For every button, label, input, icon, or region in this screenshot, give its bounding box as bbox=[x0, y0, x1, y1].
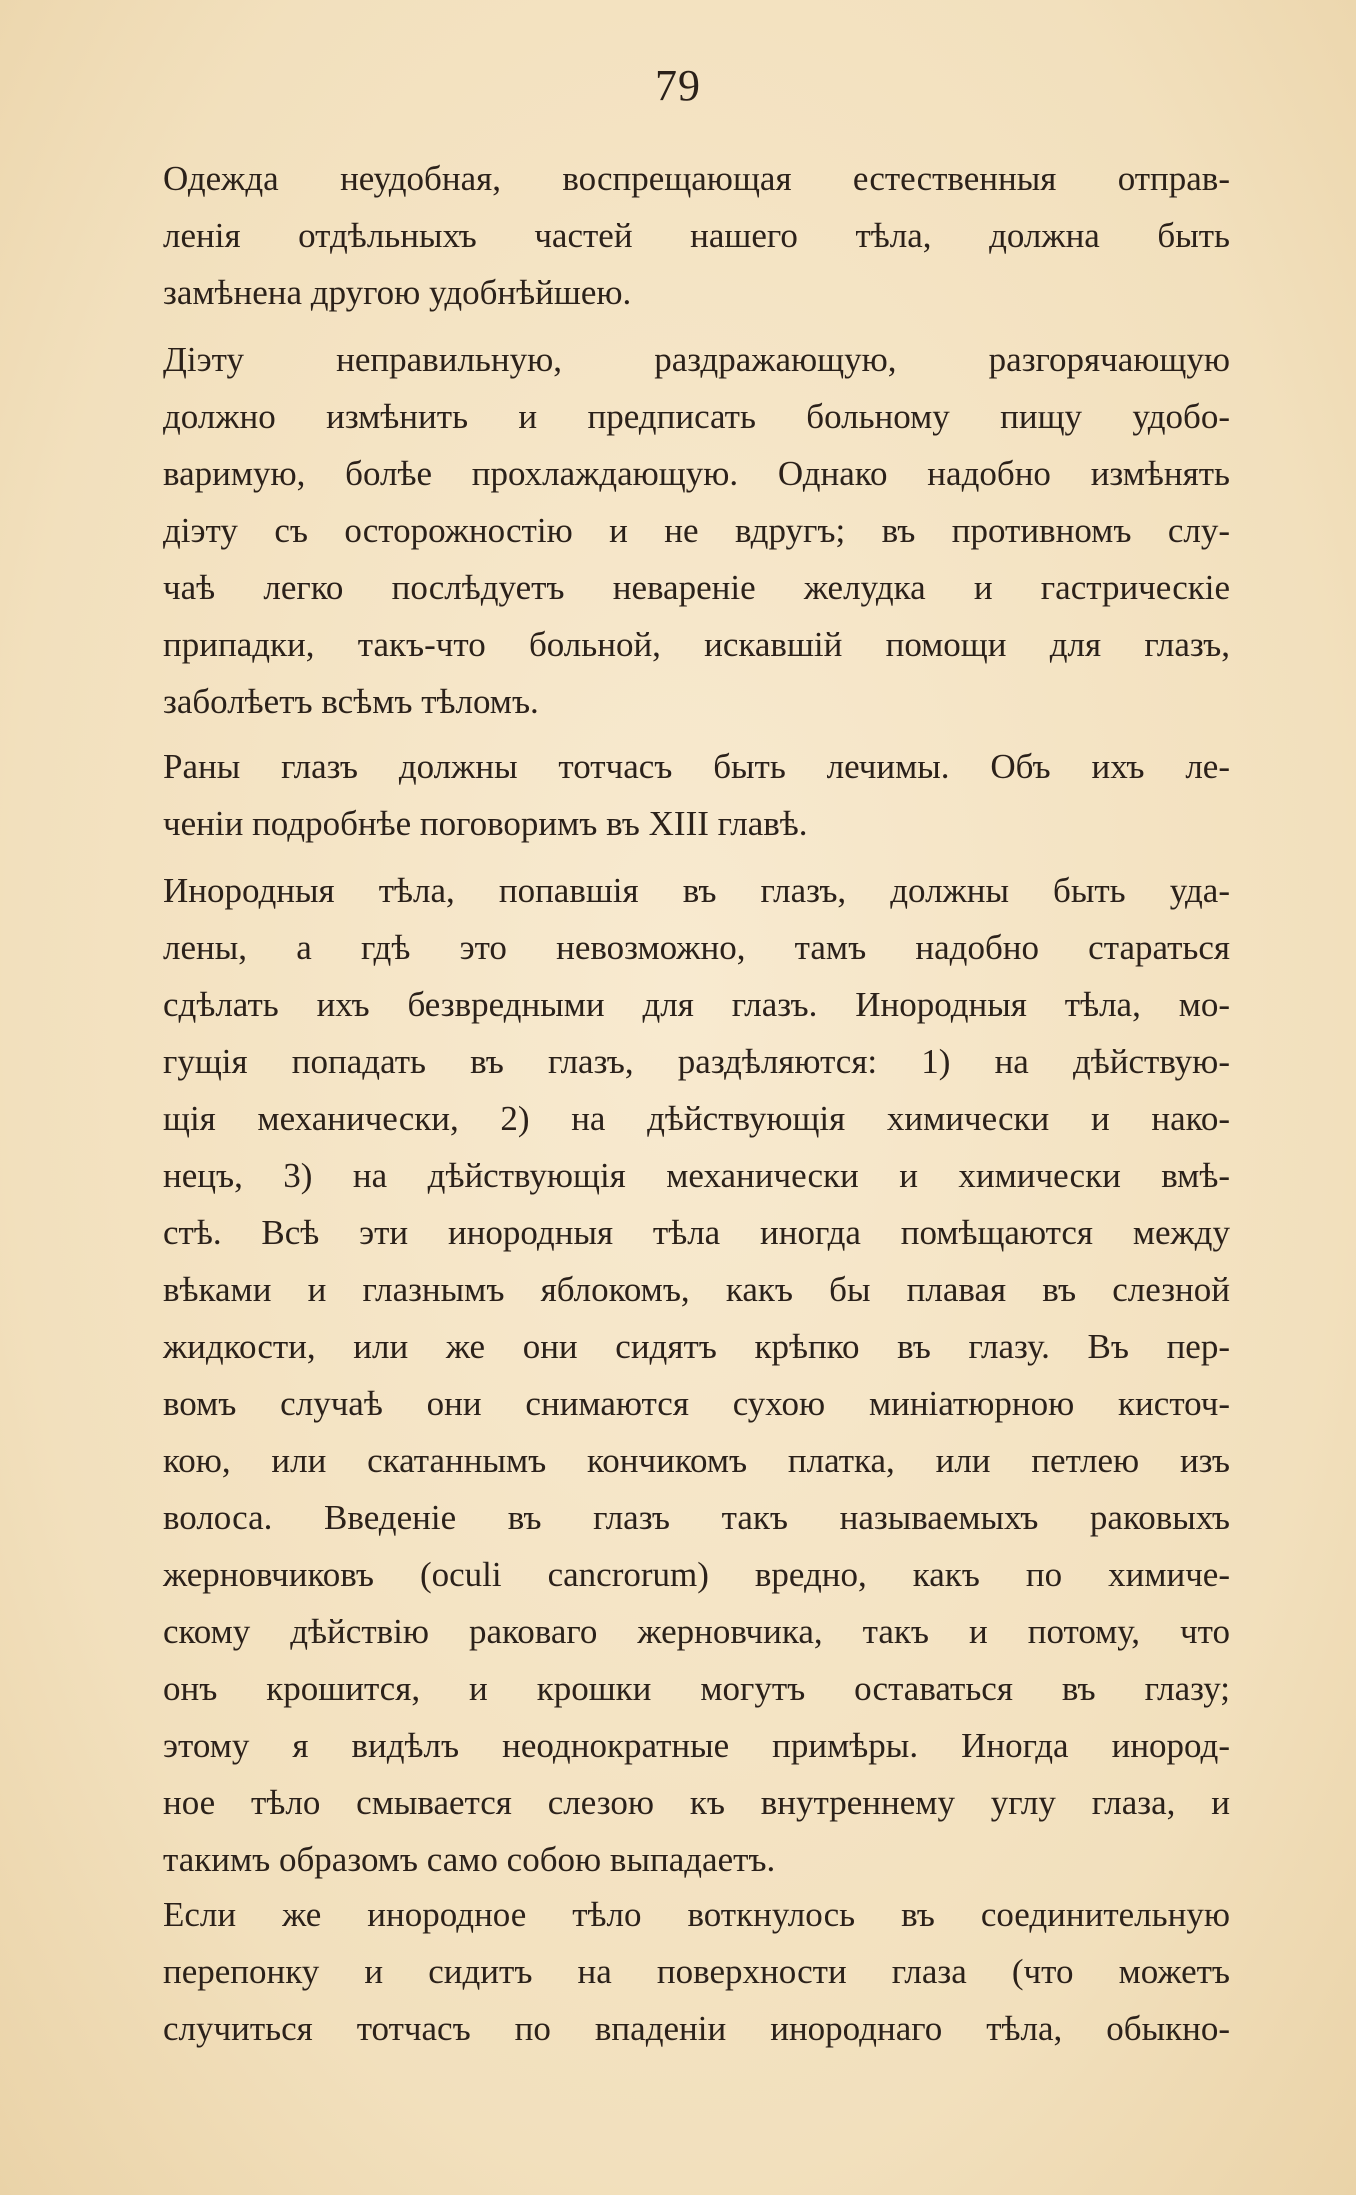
text-line: заболѣетъ всѣмъ тѣломъ. bbox=[163, 682, 539, 721]
text-line: щія механически, 2) на дѣйствующія химически и нако- bbox=[163, 1099, 1230, 1138]
text-line: стѣ. Всѣ эти инородныя тѣла иногда помѣщаются между bbox=[163, 1213, 1230, 1252]
text-line: Инородныя тѣла, попавшія въ глазъ, должны быть уда- bbox=[163, 871, 1230, 910]
text-line: кою, или скатаннымъ кончикомъ платка, или петлею изъ bbox=[163, 1441, 1230, 1480]
text-line: перепонку и сидитъ на поверхности глаза (что можетъ bbox=[163, 1952, 1230, 1991]
text-line: скому дѣйствію раковаго жерновчика, такъ и потому, что bbox=[163, 1612, 1230, 1651]
page-number: 79 bbox=[655, 61, 701, 110]
text-line: волоса. Введеніе въ глазъ такъ называемыхъ раковыхъ bbox=[163, 1498, 1230, 1537]
text-line: ченіи подробнѣе поговоримъ въ XIII главѣ. bbox=[163, 804, 808, 843]
paragraph-diet bbox=[163, 331, 1230, 730]
paragraph-foreign-bodies bbox=[163, 862, 1230, 1888]
text-line: варимую, болѣе прохлаждающую. Однако надобно измѣнять bbox=[163, 454, 1230, 493]
text-line: такимъ образомъ само собою выпадаетъ. bbox=[163, 1840, 776, 1879]
text-line: вомъ случаѣ они снимаются сухою миніатюрною кисточ- bbox=[163, 1384, 1230, 1423]
text-line: Діэту неправильную, раздражающую, разгорячающую bbox=[163, 340, 1230, 379]
paragraph-embedded-body bbox=[163, 1886, 1230, 2057]
text-line: сдѣлать ихъ безвредными для глазъ. Инородныя тѣла, мо- bbox=[163, 985, 1230, 1024]
text-line: ленія отдѣльныхъ частей нашего тѣла, должна быть bbox=[163, 216, 1230, 255]
text-line: лены, а гдѣ это невозможно, тамъ надобно стараться bbox=[163, 928, 1230, 967]
text-line: онъ крошится, и крошки могутъ оставаться въ глазу; bbox=[163, 1669, 1230, 1708]
paragraph-wounds bbox=[163, 738, 1230, 852]
paragraph-clothing bbox=[163, 150, 1230, 321]
text-line: чаѣ легко послѣдуетъ невареніе желудка и гастрическіе bbox=[163, 568, 1230, 607]
text-line: замѣнена другою удобнѣйшею. bbox=[163, 273, 632, 312]
text-line: жерновчиковъ (oculi cancrorum) вредно, какъ по химиче- bbox=[163, 1555, 1230, 1594]
text-line: діэту съ осторожностію и не вдругъ; въ противномъ слу- bbox=[163, 511, 1230, 550]
text-line: Одежда неудобная, воспрещающая естественныя отправ- bbox=[163, 159, 1230, 198]
text-line: случиться тотчасъ по впаденіи инороднаго тѣла, обыкно- bbox=[163, 2009, 1230, 2048]
text-line: гущія попадать въ глазъ, раздѣляются: 1) на дѣйствую- bbox=[163, 1042, 1230, 1081]
text-line: ное тѣло смывается слезою къ внутреннему углу глаза, и bbox=[163, 1783, 1230, 1822]
text-line: вѣками и глазнымъ яблокомъ, какъ бы плавая въ слезной bbox=[163, 1270, 1230, 1309]
text-line: нецъ, 3) на дѣйствующія механически и химически вмѣ- bbox=[163, 1156, 1230, 1195]
text-line: этому я видѣлъ неоднократные примѣры. Иногда инород- bbox=[163, 1726, 1230, 1765]
text-line: жидкости, или же они сидятъ крѣпко въ глазу. Въ пер- bbox=[163, 1327, 1230, 1366]
text-line: должно измѣнить и предписать больному пищу удобо- bbox=[163, 397, 1230, 436]
text-line: припадки, такъ-что больной, искавшій помощи для глазъ, bbox=[163, 625, 1230, 664]
text-line: Раны глазъ должны тотчасъ быть лечимы. Объ ихъ ле- bbox=[163, 747, 1230, 786]
text-line: Если же инородное тѣло воткнулось въ соединительную bbox=[163, 1895, 1230, 1934]
